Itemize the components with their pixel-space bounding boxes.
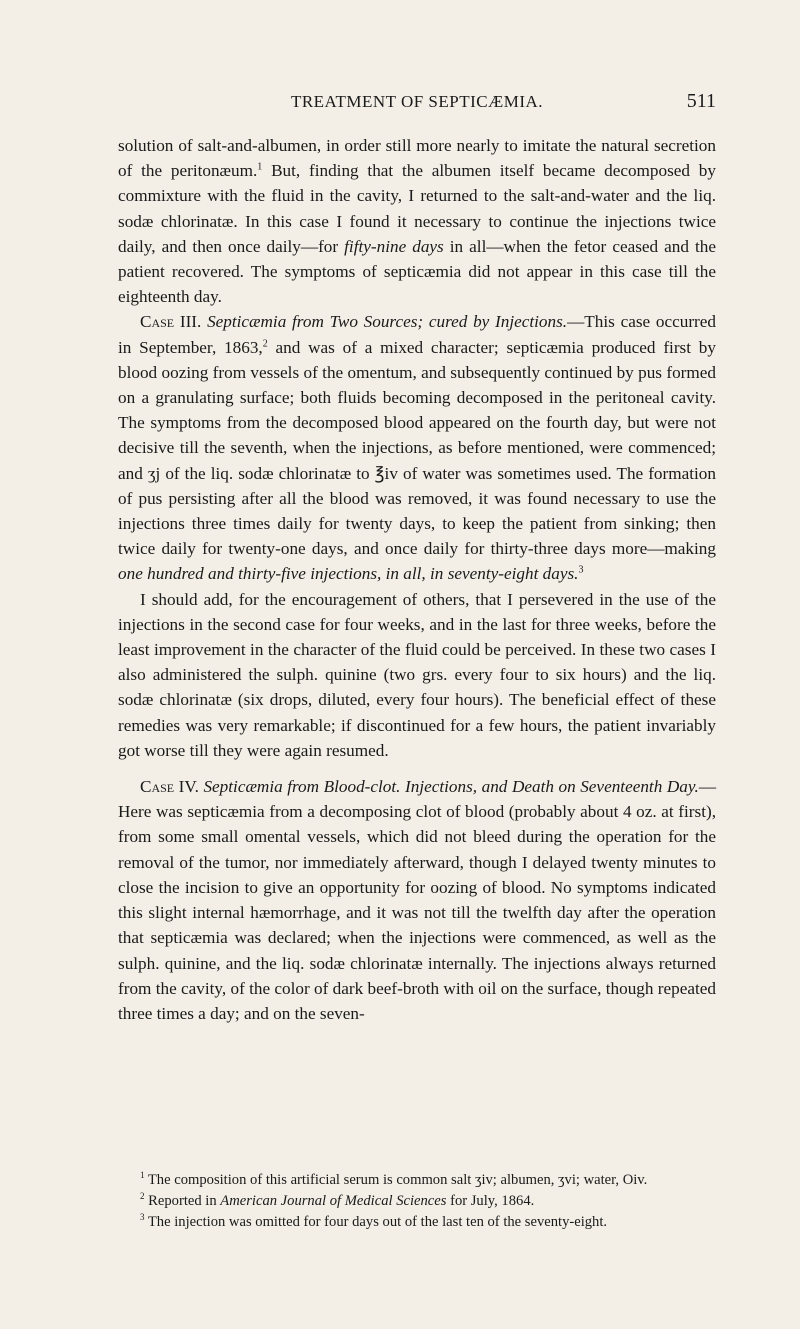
paragraph-continuation: solution of salt-and-albumen, in order still more nearly to imitate the natural secretion of the peritonæum.$^1$ But, finding that the albumen itself became decomposed by commixture with the fluid in the cavity, I returned to the salt-and-water and the liq. sodæ chlorinatæ. In this case I found it necessary to continue the injections twice daily, and then once daily—for fifty-nine days in all—when the fetor ceased and the patient recovered. The symptoms of septicæmia did not appear in this case till the eighteenth day. [118, 136, 716, 307]
page-header [118, 92, 716, 120]
footnote-ref-1: 1 [257, 161, 263, 173]
case-iii-label: Case III. [140, 312, 202, 332]
case-iv-title: Septicæmia from Blood-clot. Injections, and Death on Seventeenth Day. [203, 777, 699, 797]
body-text [118, 133, 716, 1026]
case-iii-paragraph: Case III. Septicæmia from Two Sources; cured by Injections.—This case occurred in September, 1863,$^2$ and was of a mixed character; septicæmia produced first by blood oozing from vessels of the omentum, and subsequently continued by pus formed on a granulating surface; both fluids becoming decomposed in the peritoneal cavity. The symptoms from the decomposed blood appeared on the fourth day, but were not decisive till the seventh, when the injections, as before mentioned, were commenced; and ʒj of the liq. sodæ chlorinatæ to ℥iv of water was sometimes used. The formation of pus persisting after all the blood was removed, it was found necessary to use the injections three times daily for twenty days, to keep the patient from sinking; then twice daily for twenty-one days, and once daily for thirty-three days more—making one hundred and thirty-five injections, in all, in seventy-eight days.$^3$ [118, 312, 716, 584]
running-title: TREATMENT OF SEPTICÆMIA. [290, 92, 544, 111]
emphasis: fifty-nine days [344, 236, 444, 256]
footnote-ref-3: 3 [578, 564, 584, 576]
case-iii-title: Septicæmia from Two Sources; cured by Injections. [207, 312, 568, 332]
footnote-2: $^2$ Reported in American Journal of Medical Sciences for July, 1864. [140, 1191, 535, 1209]
case-iv-label: Case IV. [140, 777, 199, 797]
encouragement-paragraph: I should add, for the encouragement of others, that I persevered in the use of the injections in the second case for four weeks, and in the last for three weeks, before the least improvement in the character of the fluid could be perceived. In these two cases I also administered the sulph. quinine (two grs. every four to six hours) and the liq. sodæ chlorinatæ (six drops, diluted, every four hours). The beneficial effect of these remedies was very remarkable; if discontinued for a few hours, the patient invariably got worse till they were again resumed. [118, 589, 716, 760]
emphasis: one hundred and thirty-five injections, in all, in seventy-eight days. [118, 564, 579, 584]
footnotes [118, 1170, 716, 1233]
case-iv-paragraph: Case IV. Septicæmia from Blood-clot. Injections, and Death on Seventeenth Day.—Here was septicæmia from a decomposing clot of blood (probably about 4 oz. at first), from some small omental vessels, which did not bleed during the operation for the removal of the tumor, nor immediately afterward, though I delayed twenty minutes to close the incision to give an opportunity for oozing of blood. No symptoms indicated this slight internal hæmorrhage, and it was not till the twelfth day after the operation that septicæmia was declared; when the injections were commenced, as well as the sulph. quinine, and the liq. sodæ chlorinatæ internally. The injections always returned from the cavity, of the color of dark beef-broth with oil on the surface, though repeated three times a day; and on the seven- [118, 777, 716, 1023]
page-number: 511 [686, 90, 716, 112]
footnote-ref-2: 2 [262, 337, 268, 349]
footnote-3: $^3$ The injection was omitted for four days out of the last ten of the seventy-eight. [140, 1212, 608, 1230]
footnote-1: $^1$ The composition of this artificial serum is common salt ʒiv; albumen, ʒvi; water, Oiv. [140, 1170, 648, 1188]
